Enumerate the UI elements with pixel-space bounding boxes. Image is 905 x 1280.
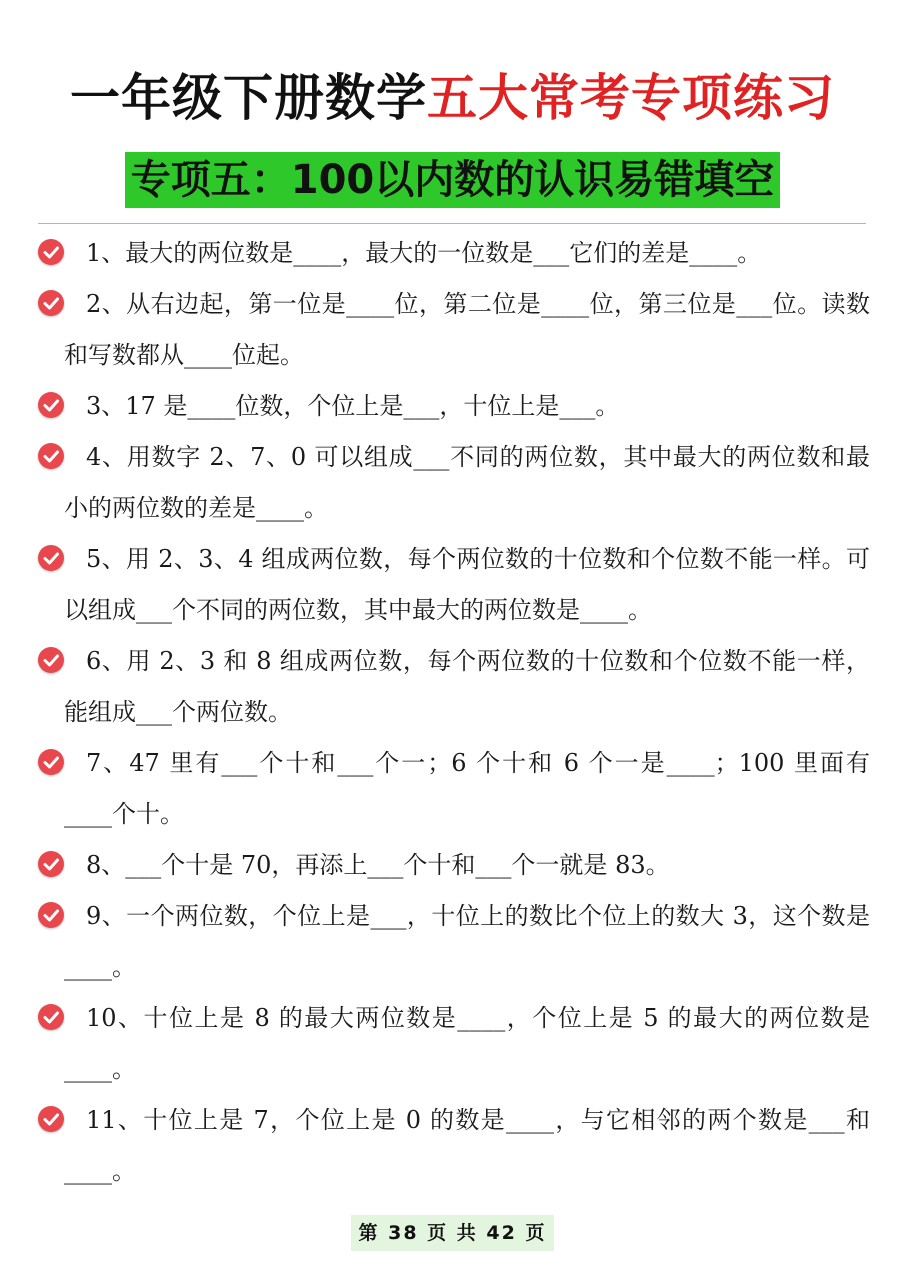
title-part-red: 五大常考专项练习 xyxy=(427,69,835,127)
check-icon xyxy=(38,443,64,469)
check-icon xyxy=(38,239,64,265)
question-text: 7、47 里有___个十和___个一；6 个十和 6 个一是____；100 里面有____个十。 xyxy=(64,749,870,828)
question-item xyxy=(38,738,870,840)
question-item xyxy=(38,432,870,534)
question-item xyxy=(38,891,870,993)
page-number: 第 38 页 共 42 页 xyxy=(351,1215,555,1251)
question-item xyxy=(38,840,870,891)
check-icon xyxy=(38,647,64,673)
question-item xyxy=(38,636,870,738)
question-text: 11、十位上是 7，个位上是 0 的数是____，与它相邻的两个数是___和____。 xyxy=(64,1106,870,1185)
question-item xyxy=(38,381,870,432)
title-part-black: 一年级下册数学 xyxy=(70,69,427,127)
check-icon xyxy=(38,902,64,928)
question-text: 5、用 2、3、4 组成两位数，每个两位数的十位数和个位数不能一样。可以组成___个不同的两位数，其中最大的两位数是____。 xyxy=(64,545,870,624)
check-icon xyxy=(38,545,64,571)
question-text: 2、从右边起，第一位是____位，第二位是____位，第三位是___位。读数和写数都从____位起。 xyxy=(64,290,870,369)
divider xyxy=(38,223,866,224)
question-text: 6、用 2、3 和 8 组成两位数，每个两位数的十位数和个位数不能一样，能组成___个两位数。 xyxy=(64,647,870,726)
question-text: 4、用数字 2、7、0 可以组成___不同的两位数，其中最大的两位数和最小的两位数的差是____。 xyxy=(64,443,870,522)
question-item xyxy=(38,279,870,381)
question-item xyxy=(38,1095,870,1197)
check-icon xyxy=(38,290,64,316)
question-text: 8、___个十是 70，再添上___个十和___个一就是 83。 xyxy=(86,851,670,879)
check-icon xyxy=(38,1004,64,1030)
check-icon xyxy=(38,851,64,877)
question-text: 9、一个两位数，个位上是___，十位上的数比个位上的数大 3，这个数是____。 xyxy=(64,902,870,981)
question-item xyxy=(38,228,870,279)
section-subtitle: 专项五：100以内数的认识易错填空 xyxy=(125,152,781,208)
question-item xyxy=(38,534,870,636)
check-icon xyxy=(38,1106,64,1132)
question-text: 3、17 是____位数，个位上是___，十位上是___。 xyxy=(86,392,620,420)
question-text: 10、十位上是 8 的最大两位数是____，个位上是 5 的最大的两位数是____。 xyxy=(64,1004,870,1083)
question-text: 1、最大的两位数是____，最大的一位数是___它们的差是____。 xyxy=(86,239,762,267)
question-item xyxy=(38,993,870,1095)
question-list xyxy=(38,228,870,1197)
check-icon xyxy=(38,392,64,418)
check-icon xyxy=(38,749,64,775)
page-title xyxy=(0,58,905,130)
